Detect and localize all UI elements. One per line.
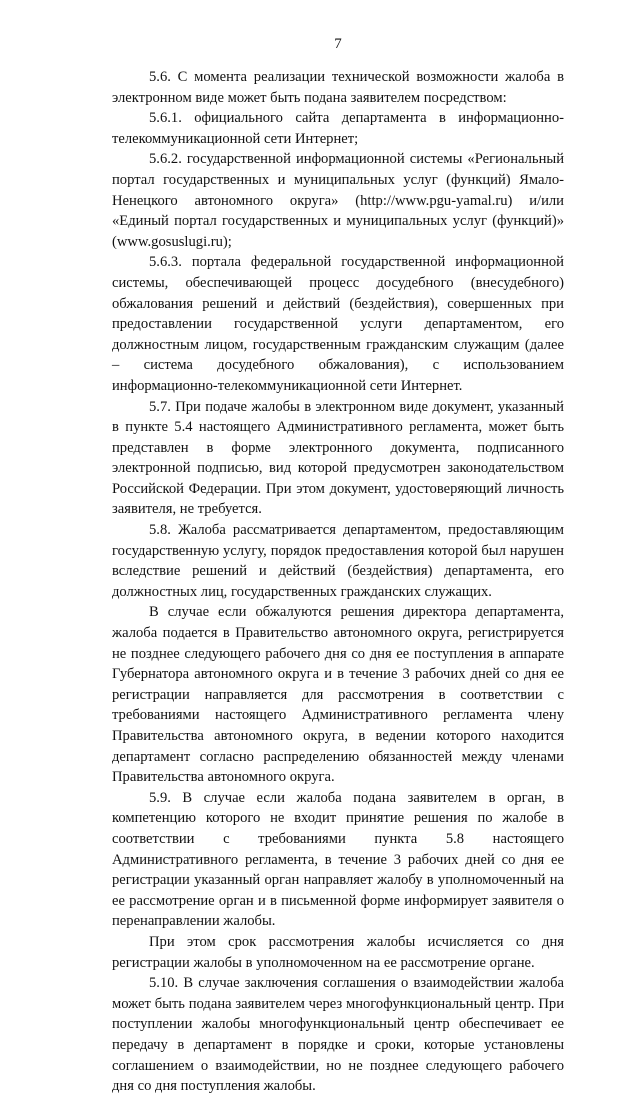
paragraph-5-6-2: 5.6.2. государственной информационной системы «Региональный портал государственных и муниципальных услуг (функций) Ямало-Ненецкого автономного округа» (http://www.pgu-yamal.ru) и/или «Единый портал государственных и муниципальных услуг (функций)» (www.gosuslugi.ru); (112, 151, 564, 250)
paragraph-5-7: 5.7. При подаче жалобы в электронном виде документ, указанный в пункте 5.4 настоящего Административного регламента, может быть представлен в форме электронного документа, подписанного электронной подписью, вид которой предусмотрен законодательством Российской Федерации. При этом документ, удостоверяющий личность заявителя, не требуется. (112, 398, 564, 518)
paragraph-5-8: 5.8. Жалоба рассматривается департаментом, предоставляющим государственную услугу, порядок предоставления которой был нарушен вследствие решений и действий (бездействия) департамента, его должностных лиц, государственных гражданских служащих. (112, 522, 564, 600)
paragraph-5-9-term: При этом срок рассмотрения жалобы исчисляется со дня регистрации жалобы в уполномоченном на ее рассмотрение органе. (112, 933, 564, 971)
paragraph-5-10: 5.10. В случае заключения соглашения о взаимодействии жалоба может быть подана заявителем через многофункциональный центр. При поступлении жалобы многофункциональный центр обеспечивает ее передачу в департамент в порядке и сроки, которые установлены соглашением о взаимодействии, но не позднее следующего рабочего дня со дня поступления жалобы. (112, 975, 564, 1095)
paragraph-5-6-1: 5.6.1. официального сайта департамента в информационно-телекоммуникационной сети Интернет; (112, 110, 564, 147)
paragraph-5-6-3: 5.6.3. портала федеральной государственной информационной системы, обеспечивающей процесс досудебного (внесудебного) обжалования решений и действий (бездействия), совершенных при предоставлении государственной услуги департаментом, его должностным лицом, государственным гражданским служащим (далее – система досудебного обжалования), с использованием информационно-телекоммуникационной сети Интернет. (112, 254, 564, 394)
paragraph-5-6: 5.6. С момента реализации технической возможности жалоба в электронном виде может быть подана заявителем посредством: (112, 69, 564, 106)
paragraph-5-9: 5.9. В случае если жалоба подана заявителем в орган, в компетенцию которого не входит принятие решения по жалобе в соответствии с требованиями пункта 5.8 настоящего Административного регламента, в течение 3 рабочих дней со дня ее регистрации указанный орган направляет жалобу в уполномоченный на ее рассмотрение орган и в письменной форме информирует заявителя о перенаправлении жалобы. (112, 789, 564, 930)
page-number: 7 (334, 36, 342, 52)
paragraph-5-8-director: В случае если обжалуются решения директора департамента, жалоба подается в Правительство автономного округа, регистрируется не позднее следующего рабочего дня со дня ее поступления в аппарате Губернатора автономного округа и в течение 3 рабочих дней со дня ее регистрации направляется для рассмотрения в соответствии с требованиями настоящего Административного регламента члену Правительства автономного округа, в ведении которого находится департамент согласно распределению обязанностей между членами Правительства автономного округа. (112, 604, 564, 786)
